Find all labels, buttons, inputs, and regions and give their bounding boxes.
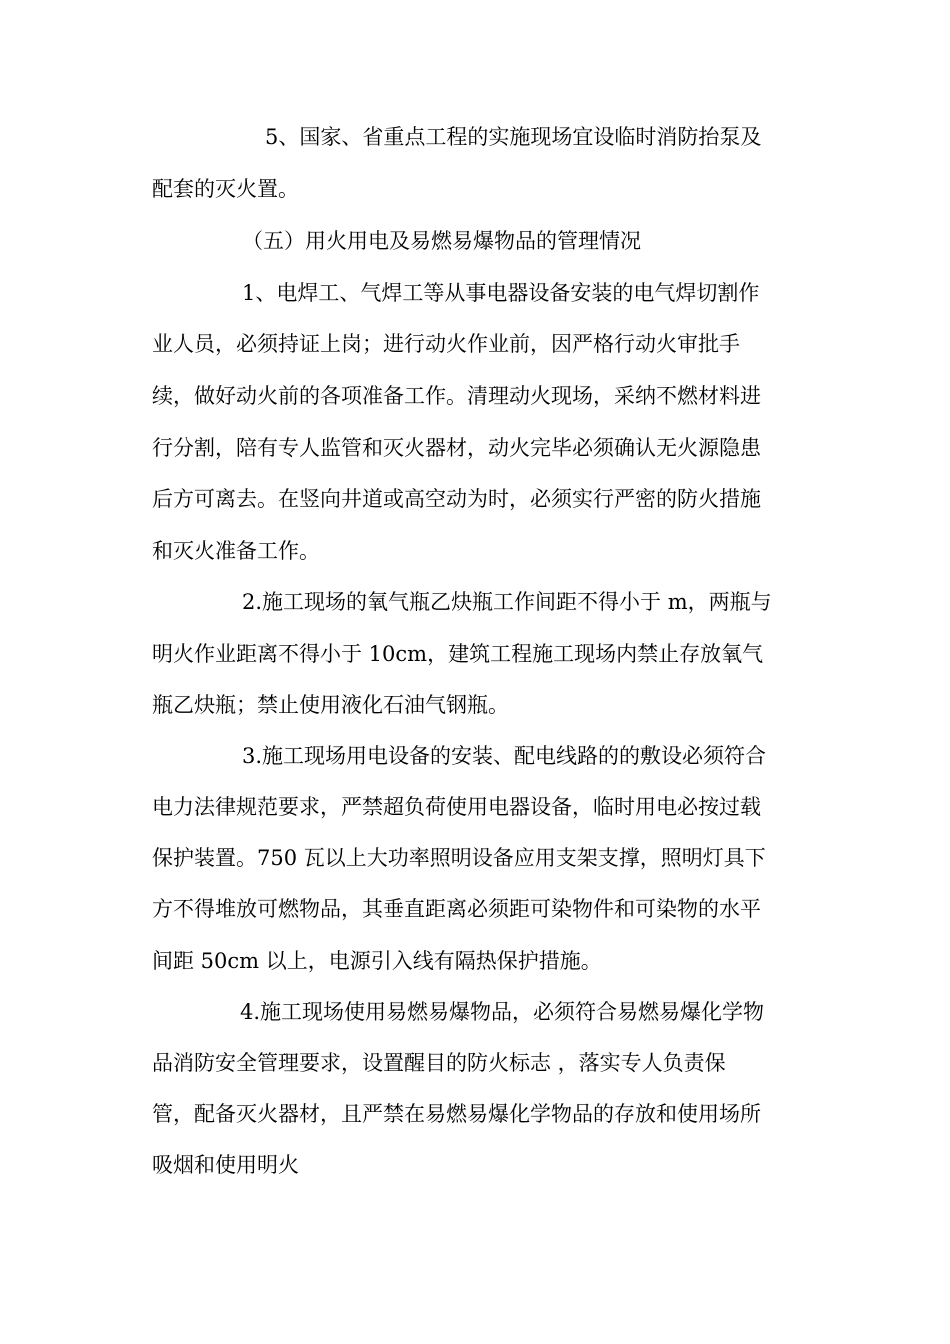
item-1-line-2: 业人员，必须持证上岗；进行动火作业前，因严格行动火审批手 [152, 332, 740, 356]
item-1-line-4: 行分割，陪有专人监管和灭火器材，动火完毕必须确认无火源隐患 [152, 436, 761, 460]
item-3-line-1: 3.施工现场用电设备的安装、配电线路的的敷设必须符合 [242, 744, 767, 768]
item-3-line-3: 保护装置。750 瓦以上大功率照明设备应用支架支撑，照明灯具下 [152, 846, 766, 870]
item-3-line-2: 电力法律规范要求，严禁超负荷使用电器设备，临时用电必按过载 [152, 795, 761, 819]
item-2-line-3: 瓶乙炔瓶；禁止使用液化石油气钢瓶。 [152, 693, 509, 717]
item-3-line-5: 间距 50cm 以上，电源引入线有隔热保护措施。 [152, 949, 602, 973]
item-1-line-6: 和灭火准备工作。 [152, 539, 320, 563]
item-1-line-5: 后方可离去。在竖向井道或高空动为时，必须实行严密的防火措施 [152, 487, 761, 511]
section-heading-5: （五）用火用电及易燃易爆物品的管理情况 [242, 229, 641, 253]
item-4-line-2: 品消防安全管理要求，设置醒目的防火标志 ，落实专人负责保 [152, 1051, 726, 1075]
item-1-line-3: 续，做好动火前的各项准备工作。清理动火现场，采纳不燃材料进 [152, 384, 761, 408]
item-4-line-4: 吸烟和使用明火 [152, 1153, 299, 1177]
item-1-line-1: 1、电焊工、气焊工等从事电器设备安装的电气焊切割作 [242, 281, 760, 305]
paragraph-5-line-2: 配套的灭火置。 [152, 177, 299, 201]
item-2-line-2: 明火作业距离不得小于 10cm，建筑工程施工现场内禁止存放氧气 [152, 642, 764, 666]
item-4-line-1: 4.施工现场使用易燃易爆物品，必须符合易燃易爆化学物 [240, 1000, 765, 1024]
item-4-line-3: 管，配备灭火器材，且严禁在易燃易爆化学物品的存放和使用场所 [152, 1102, 761, 1126]
item-2-line-1: 2.施工现场的氧气瓶乙炔瓶工作间距不得小于 m，两瓶与 [242, 590, 772, 614]
item-3-line-4: 方不得堆放可燃物品，其垂直距离必须距可染物件和可染物的水平 [152, 897, 761, 921]
paragraph-5-line-1: 5、国家、省重点工程的实施现场宜设临时消防抬泵及 [265, 125, 762, 149]
